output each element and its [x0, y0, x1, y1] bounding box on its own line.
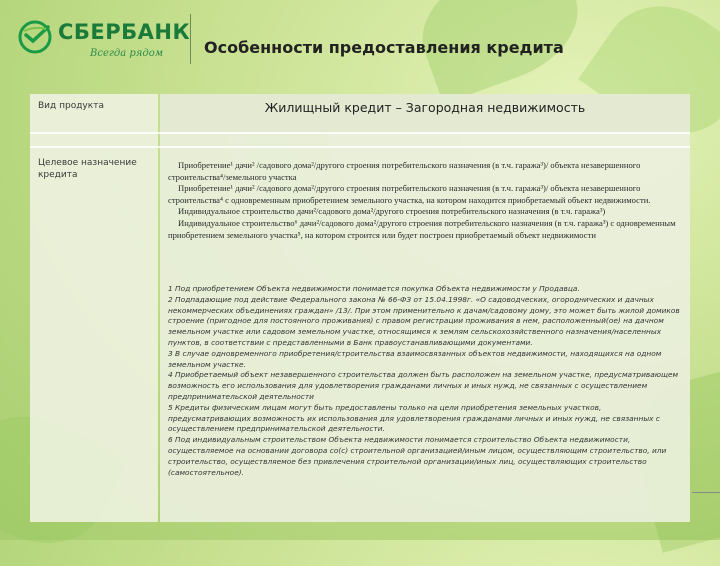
footnotes	[168, 284, 682, 478]
edge-rule	[692, 492, 720, 493]
footnote: 4 Приобретаемый объект незавершенного строительства должен быть расположен на земельном участке, предусматривающем возможность его использования для удовлетворения гражданами личных и иных нужд, не связанных с осуществлением предпринимательской деятельности	[168, 370, 679, 401]
purpose-item: Приобретение¹ дачи² /садового дома²/другого строения потребительского назначения (в т.ч. гаража³)/ объекта незавершенного строительства⁴/земельного участка	[168, 160, 641, 182]
brand-tagline: Всегда рядом	[90, 48, 164, 59]
sberbank-logo	[18, 14, 191, 66]
header-divider	[190, 14, 191, 64]
purpose-item: Приобретение¹ дачи² /садового дома²/другого строения потребительского назначения (в т.ч. гаража³)/ объекта незавершенного строительства⁴ с одновременным приобретением земельного участка, на котором находится приобретаемый объект недвижимости.	[168, 183, 651, 205]
row-divider	[30, 146, 690, 148]
footnote: 3 В случае одновременного приобретения/строительства взаимосвязанных объектов недвижимости, находящихся на одном земельном участке.	[168, 348, 662, 369]
purpose-item: Индивидуальное строительство дачи²/садового дома²/другого строения потребительского назначения (в т.ч. гаража³)	[178, 206, 606, 217]
purpose-label: Целевое назначение кредита	[38, 158, 137, 180]
sberbank-logo-icon	[18, 20, 52, 54]
row-divider	[30, 132, 690, 134]
footnote: 6 Под индивидуальным строительством Объекта недвижимости понимается строительство Объекта недвижимости, осуществляемое на основании договора со(с) строительной организацией/иным лицом, осуществляющим строительство, или строительство, осуществляемое без привлечения строительной организации/иных лиц, осуществляющих строительство (самостоятельное).	[168, 435, 667, 477]
footnote: 2 Подпадающие под действие Федерального закона № 66-ФЗ от 15.04.1998г. «О садоводческих, огороднических и дачных некоммерческих объединениях граждан» /13/. При этом применительно к дачам/садовому дому, это может быть жилой домиков строение (пригодное для постоянного проживания) с правом регистрации проживания в нем, расположенный(ое) на дачном земельном участке или садовом земельном участке, относящимся к землям сельскохозяйственного назначения/населенных пунктов, в соответствии с представленными в Банк правоустанавливающими документами.	[168, 294, 680, 347]
purpose-item: Индивидуальное строительство⁶ дачи²/садового дома²/другого строения потребительского назначения (в т.ч. гаража³) с одновременным приобретением земельного участка⁵, на котором строится или будет построен приобретаемый объект недвижимости	[168, 217, 676, 240]
footnote: 5 Кредиты физическим лицам могут быть предоставлены только на цели приобретения земельных участков, предусматривающих возможность их использования для удовлетворения гражданами личных и иных нужд, не связанных с осуществлением предпринимательской деятельности.	[168, 402, 660, 434]
slide-title: Особенности предоставления кредита	[204, 38, 564, 57]
purpose-list	[168, 160, 688, 241]
brand-name: СБЕРБАНК	[58, 20, 191, 44]
product-label: Вид продукта	[38, 101, 104, 111]
slide-header	[0, 0, 720, 90]
product-value: Жилищный кредит – Загородная недвижимость	[264, 100, 586, 115]
footnote: 1 Под приобретением Объекта недвижимости понимается покупка Объекта недвижимости у Продавца.	[168, 284, 580, 293]
